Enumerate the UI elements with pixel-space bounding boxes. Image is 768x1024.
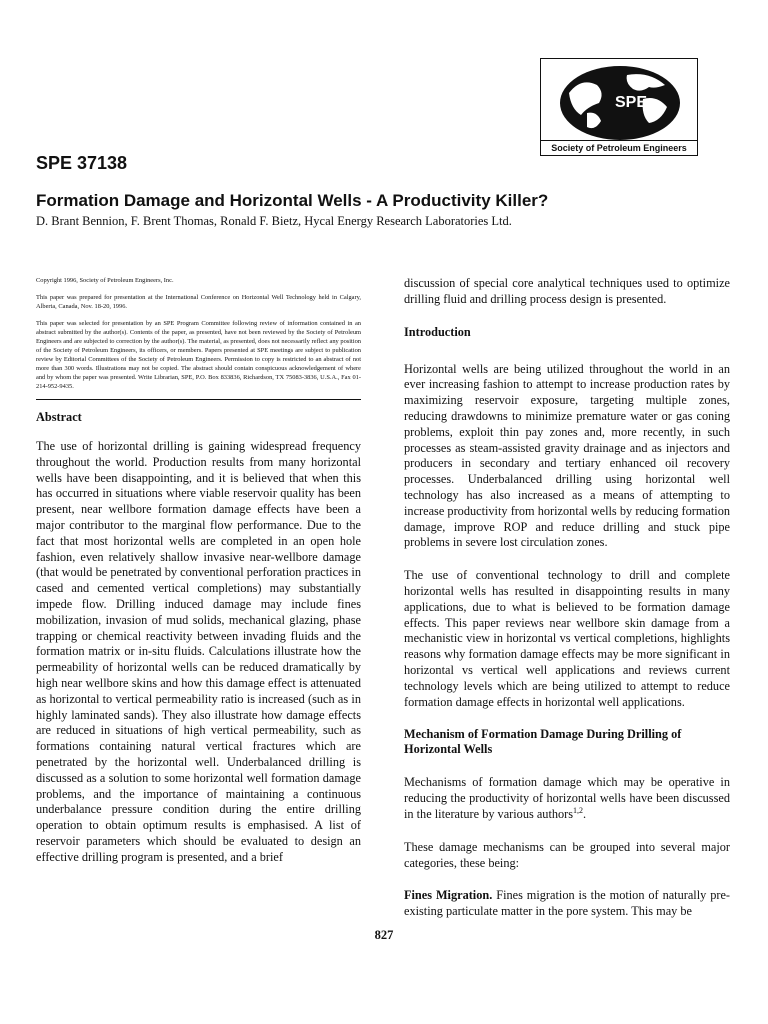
logo-caption: Society of Petroleum Engineers xyxy=(541,140,697,155)
introduction-paragraph-1: Horizontal wells are being utilized throughout the world in an ever increasing fashion to attempt to increase production rates by maximizing reservoir exposure, targeting multiple zones, reducing drawdowns to minimize premature water or gas coning problems, exploit thin pay zones and, more recently, in such processes as steam-assisted gravity drainage and as injectors and producers in secondary and tertiary enhanced oil recovery processes. Underbalanced drilling using horizontal well technology has also increased as a means of attempting to increase productivity from horizontal wells by reducing formation damage, improve ROP and reduce drilling and stuck pipe problems in severe lost circulation zones. xyxy=(404,361,730,550)
notice-divider xyxy=(36,399,361,400)
abstract-text: The use of horizontal drilling is gaining widespread frequency throughout the world. Production results from many horizontal wells have been disappointing, and it is believed that when this has occurred in situations where viable reservoir quality has been present, near wellbore formation damage effects have been a major contributor to the marginal flow performance. Due to the fact that most horizontal wells are completed in an open hole fashion, even relatively shallow invasive near-wellbore damage (that would be penetrated by conventional perforation practices in cased and cemented vertical completions) may substantially impede flow. Drilling induced damage may include fines mobilization, invasion of mud solids, mechanical glazing, phase trapping or chemical reactivity between invading fluids and the formation matrix or in-situ fluids. Calculations illustrate how the permeability of horizontal wells can be reduced dramatically by high near wellbore skins and how this damage effect is attenuated as horizontal to vertical permeability ratio is increased (such as in highly laminated sands). They also illustrate how damage effects are reduced in situations of high vertical permeability, such as formations containing natural vertical fractures which are penetrated by the horizontal well. Underbalanced drilling is discussed as a solution to some horizontal well formation damage problems, and the importance of maintaining a continuous underbalance pressure condition during the entire drilling operation to obtain optimum results is emphasised. A list of reservoir parameters which should be evaluated to design an effective drilling program is presented, and a brief xyxy=(36,439,361,864)
introduction-heading: Introduction xyxy=(404,324,471,339)
fines-migration-label: Fines Migration. xyxy=(404,888,493,903)
presentation-notice: This paper was prepared for presentation at the International Conference on Horizontal Well Technology held in Calgary, Alberta, Canada, Nov. 18-20, 1996. xyxy=(36,294,361,310)
abstract-continuation: discussion of special core analytical techniques used to optimize drilling fluid and drilling process design is presented. xyxy=(404,276,730,306)
paper-id: SPE 37138 xyxy=(36,153,128,173)
mechanism-paragraph-1-text: Mechanisms of formation damage which may be operative in reducing the productivity of horizontal wells have been discussed in the literature by various authors xyxy=(404,775,730,821)
abstract-heading: Abstract xyxy=(36,410,82,424)
globe-icon xyxy=(557,63,683,143)
paper-title: Formation Damage and Horizontal Wells - A Productivity Killer? xyxy=(36,191,549,210)
mechanism-heading: Mechanism of Formation Damage During Drilling of Horizontal Wells xyxy=(404,727,682,757)
mechanism-paragraph-1 xyxy=(404,775,730,822)
mechanism-paragraph-2: These damage mechanisms can be grouped into several major categories, these being: xyxy=(404,839,730,870)
authors-line: D. Brant Bennion, F. Brent Thomas, Ronald F. Bietz, Hycal Energy Research Laboratories Ltd. xyxy=(36,214,512,228)
page-number: 827 xyxy=(374,928,394,942)
review-notice: This paper was selected for presentation by an SPE Program Committee following review of information contained in an abstract submitted by the author(s). Contents of the paper, as presented, have not been reviewed by the Society of Petroleum Engineers and are subjected to correction by the author(s). The material, as presented, does not necessarily reflect any position of the Society of Petroleum Engineers, its officers, or members. Papers presented at SPE meetings are subject to publication review by Editorial Committees of the Society of Petroleum Engineers. Permission to copy is restricted to an abstract of not more than 300 words. Illustrations may not be copied. The abstract should contain conspicuous acknowledgement of where and by whom the paper was presented. Write Librarian, SPE, P.O. Box 833836, Richardson, TX 75083-3836, U.S.A., Fax 01-214-952-9435. xyxy=(36,320,361,390)
citation-superscript: 1,2 xyxy=(573,805,584,815)
fines-migration-paragraph xyxy=(404,888,730,920)
spe-logo xyxy=(540,58,698,156)
logo-mark-text: SPE xyxy=(615,94,648,111)
left-column xyxy=(36,276,361,883)
right-column xyxy=(404,276,730,937)
mechanism-paragraph-1-end: . xyxy=(583,806,587,821)
copyright-notice: Copyright 1996, Society of Petroleum Engineers, Inc. xyxy=(36,277,174,284)
fines-migration-text: Fines migration is the motion of naturally pre-existing particulate matter in the pore system. This may be xyxy=(404,888,730,919)
introduction-paragraph-2: The use of conventional technology to drill and complete horizontal wells has resulted in disappointing results in many applications, due to what is believed to be formation damage effects. This paper reviews near wellbore skin damage from a mechanistic view in horizontal vs vertical completions, highlights reasons why formation damage effects may be more significant in horizontal vs vertical well applications and reviews current technology levels which are being utilized to attempt to reduce formation damage effects in horizontal well applications. xyxy=(404,568,730,709)
